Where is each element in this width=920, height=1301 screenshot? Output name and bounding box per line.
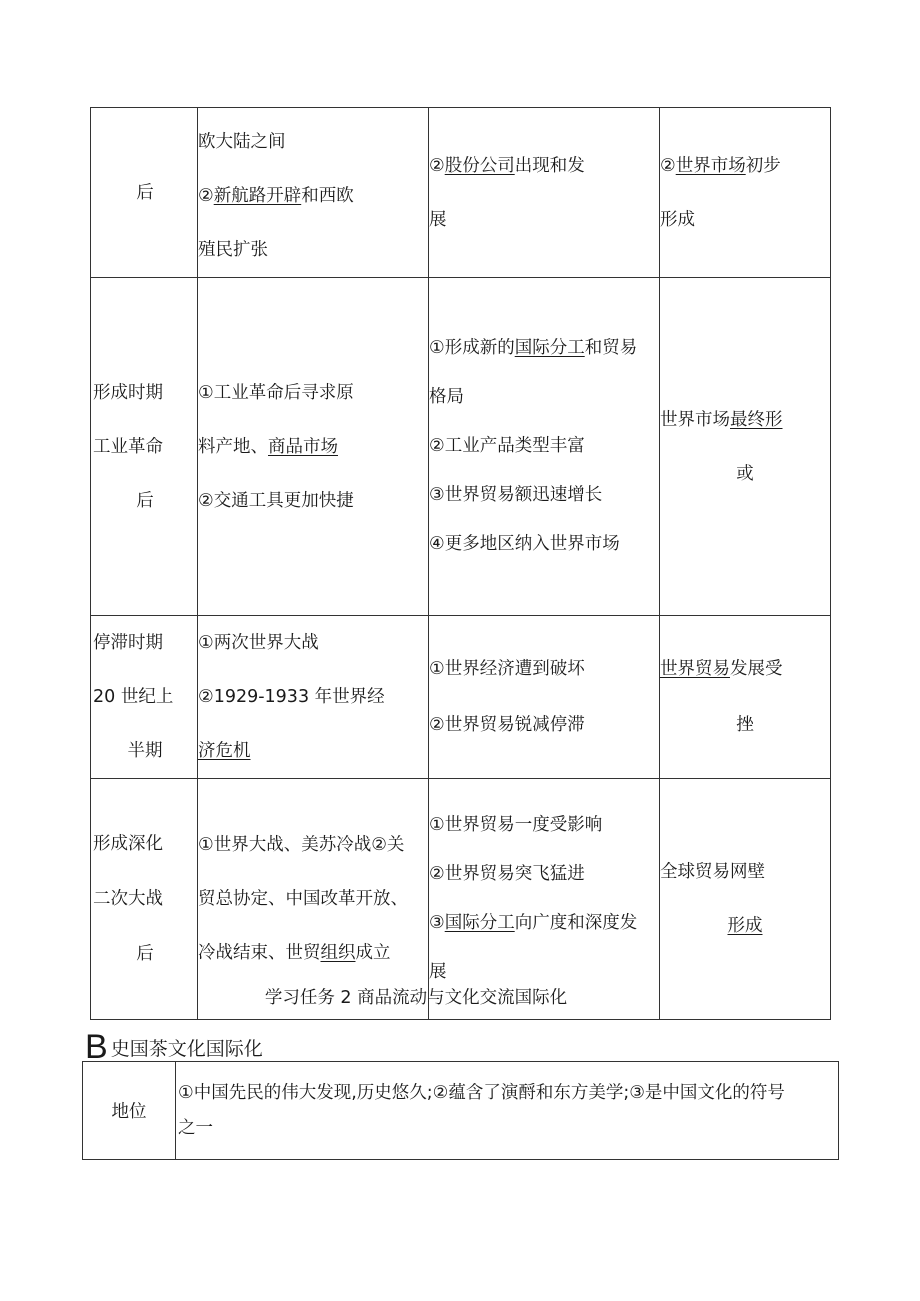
tea-culture-table: [82, 1061, 839, 1160]
text-segment: ③: [429, 913, 445, 933]
text-segment: ①世界贸易一度受影响: [429, 815, 603, 835]
cell-line: [660, 393, 830, 447]
text-segment: 殖民扩张: [198, 240, 268, 260]
result-cell: [660, 108, 831, 278]
underlined-text: 最终形: [730, 409, 783, 430]
cell-line: [429, 373, 659, 422]
text-segment: 和贸易: [584, 338, 638, 358]
text-segment: 成立: [355, 943, 391, 963]
cell-line: [429, 850, 659, 899]
cell-line: [429, 471, 659, 520]
cell-line: 工业革命: [93, 436, 163, 457]
text-segment: 向广度和深度发: [514, 913, 638, 933]
cell-line: [198, 366, 428, 420]
performance-cell: [429, 616, 660, 779]
text-segment: ①工业革命后寻求原: [198, 382, 354, 403]
text-segment: 发展受: [730, 659, 783, 679]
cell-line: 后: [136, 182, 154, 203]
underlined-text: 国际分工: [444, 913, 515, 933]
cell-line: [198, 169, 428, 223]
underlined-text: 组织: [320, 943, 356, 963]
status-label-cell: 地位: [83, 1062, 176, 1160]
text-segment: 料产地、: [198, 436, 268, 457]
period-cell: [91, 616, 198, 779]
text-segment: 格局: [429, 387, 464, 407]
cell-line: [198, 724, 428, 778]
cell-line: [660, 845, 830, 899]
cell-line: [429, 193, 659, 247]
performance-cell: [429, 278, 660, 616]
cause-cell: [198, 108, 429, 278]
cell-line: [429, 139, 659, 193]
text-segment: 初步: [745, 155, 781, 176]
underlined-text: 新航路开辟: [213, 186, 302, 206]
text-segment: ②: [660, 155, 676, 176]
cell-line: 半期: [127, 741, 163, 761]
underlined-text: 世界市场: [675, 155, 746, 176]
text-segment: ②工业产品类型丰富: [429, 436, 585, 456]
cell-line: [660, 139, 830, 193]
cell-line: 形成时期: [93, 382, 163, 403]
cell-line: [198, 670, 428, 724]
text-segment: 全球贸易网壁: [660, 862, 765, 882]
cell-line: 后: [136, 943, 154, 964]
underlined-text: 国际分工: [514, 338, 585, 358]
cell-line: [198, 420, 428, 474]
cause-cell: [198, 278, 429, 616]
cell-line: [198, 872, 428, 926]
text-segment: 或: [736, 463, 754, 484]
text-segment: ①形成新的: [429, 338, 515, 358]
task-caption: 学习任务 2 商品流动与文化交流国际化: [264, 988, 568, 1008]
text-segment: 挫: [736, 715, 754, 735]
cell-line: [198, 223, 428, 277]
text-segment: 形成: [660, 209, 695, 230]
cell-line: 二次大战: [93, 888, 163, 909]
cell-line: [429, 697, 659, 753]
text-segment: ②交通工具更加快捷: [198, 490, 354, 511]
cell-line: 20 世纪上: [93, 687, 174, 707]
period-cell: [91, 278, 198, 616]
cell-line: [429, 641, 659, 697]
result-cell: [660, 616, 831, 779]
cell-line: [198, 115, 428, 169]
cell-line: [198, 818, 428, 872]
text-segment: ①世界大战、美苏冷战②关: [198, 835, 405, 855]
text-segment: ②世界贸易突飞猛进: [429, 864, 585, 884]
underlined-text: 济危机: [198, 741, 251, 761]
underlined-text: 商品市场: [268, 436, 338, 457]
cell-line: [429, 422, 659, 471]
text-segment: ②: [198, 186, 214, 206]
cell-line: [660, 641, 830, 697]
text-segment: 贸总协定、中国改革开放、: [198, 889, 408, 909]
underlined-text: 形成: [727, 916, 763, 936]
cell-line: 停滞时期: [93, 633, 163, 653]
text-segment: 世界市场: [660, 409, 730, 430]
table-row: [91, 108, 831, 278]
cell-line: [429, 899, 659, 948]
table-row: [91, 616, 831, 779]
cell-line: [198, 926, 428, 980]
underlined-text: 世界贸易: [660, 659, 730, 679]
cell-line: [660, 193, 830, 247]
cause-cell: [198, 616, 429, 779]
text-segment: ②: [429, 155, 445, 176]
section-title: 史国茶文化国际化: [110, 1038, 263, 1060]
result-cell: [660, 278, 831, 616]
status-line-1: ①中国先民的伟大发现,历史悠久;②蕴含了演酹和东方美学;③是中国文化的符号: [178, 1082, 785, 1103]
text-segment: 展: [429, 962, 447, 982]
period-cell: [91, 108, 198, 278]
section-letter: B: [85, 1028, 108, 1066]
status-line-2: 之一: [178, 1117, 213, 1138]
cell-line: [198, 474, 428, 528]
text-segment: 和西欧: [301, 186, 354, 206]
cell-line: [429, 520, 659, 569]
text-segment: ②世界贸易锐减停滞: [429, 715, 585, 735]
table-row: [83, 1062, 839, 1160]
cell-line: [198, 616, 428, 670]
cell-line: [660, 447, 830, 501]
status-content-cell: [176, 1062, 839, 1160]
cell-line: [429, 801, 659, 850]
text-segment: 出现和发: [514, 155, 585, 176]
cell-line: [429, 324, 659, 373]
cell-line: 后: [136, 490, 154, 511]
text-segment: ②1929-1933 年世界经: [198, 687, 385, 707]
text-segment: 展: [429, 209, 447, 230]
text-segment: ①两次世界大战: [198, 633, 319, 653]
cell-line: 形成深化: [93, 833, 163, 854]
text-segment: ③世界贸易额迅速增长: [429, 485, 603, 505]
text-segment: 冷战结束、世贸: [198, 943, 321, 963]
cell-line: [660, 697, 830, 753]
underlined-text: 股份公司: [444, 155, 515, 176]
world-market-table: [90, 107, 831, 1020]
performance-cell: [429, 108, 660, 278]
text-segment: 欧大陆之间: [198, 132, 286, 152]
cell-line: [660, 899, 830, 953]
table-row: [91, 278, 831, 616]
text-segment: ①世界经济遭到破坏: [429, 659, 585, 679]
text-segment: ④更多地区纳入世界市场: [429, 534, 620, 554]
